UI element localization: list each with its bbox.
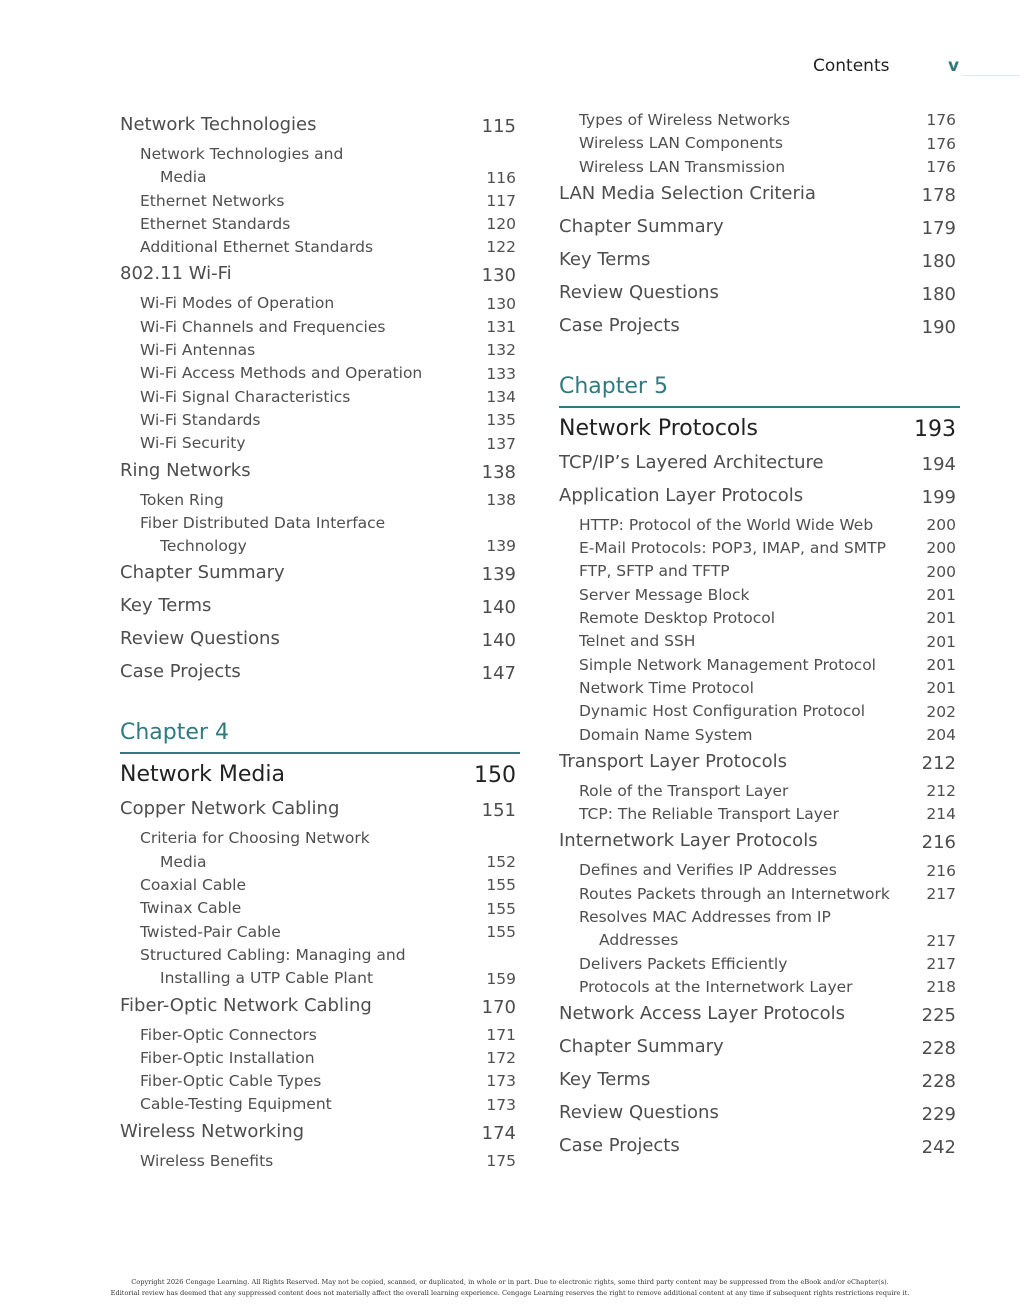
toc-entry-title: Wireless LAN Transmission xyxy=(579,157,786,176)
toc-entry-title: Wi-Fi Access Methods and Operation xyxy=(140,364,423,383)
toc-section-entry[interactable] xyxy=(120,110,520,143)
toc-entry-page: 218 xyxy=(926,978,956,997)
toc-entry-title-continued: Addresses xyxy=(599,931,679,950)
toc-entry-page: 228 xyxy=(921,1038,956,1060)
toc-section-entry[interactable] xyxy=(559,179,960,212)
toc-entry-page: 130 xyxy=(486,294,516,313)
toc-entry-page: 140 xyxy=(481,630,516,652)
toc-entry-title: Key Terms xyxy=(120,595,212,617)
toc-entry-page: 159 xyxy=(486,969,516,988)
toc-entry-page: 138 xyxy=(486,490,516,509)
toc-entry-page: 200 xyxy=(926,516,956,535)
toc-entry-title: Cable-Testing Equipment xyxy=(140,1095,332,1114)
copyright-line-1: Copyright 2026 Cengage Learning. All Rights Reserved. May not be copied, scanned, or duplicated, in whole or in part. Due to electronic rights, some third party content may be suppressed from the eBook and/or eChapter(s). xyxy=(131,1278,889,1286)
toc-subsection-entry[interactable] xyxy=(559,953,960,976)
toc-entry-title: E-Mail Protocols: POP3, IMAP, and SMTP xyxy=(579,539,886,558)
toc-entry-title-continued: Technology xyxy=(160,537,247,556)
toc-entry-title: Application Layer Protocols xyxy=(559,484,804,506)
toc-entry-title: Chapter Summary xyxy=(120,562,285,584)
toc-entry-title: Wi-Fi Security xyxy=(140,434,246,453)
toc-entry-title: Types of Wireless Networks xyxy=(579,111,791,129)
toc-section-entry[interactable] xyxy=(120,991,520,1024)
toc-list-chapter xyxy=(120,794,520,1173)
toc-subsection-entry[interactable] xyxy=(559,630,960,653)
toc-entry-page: 138 xyxy=(481,461,516,483)
toc-entry-title: Domain Name System xyxy=(579,725,753,744)
toc-section-entry[interactable] xyxy=(559,1065,960,1098)
toc-entry-title: Review Questions xyxy=(120,628,280,650)
toc-entry-page: 117 xyxy=(486,191,516,210)
toc-subsection-entry[interactable] xyxy=(559,724,960,747)
toc-entry-title: Key Terms xyxy=(559,1069,651,1091)
toc-entry-page: 229 xyxy=(921,1104,956,1126)
toc-subsection-entry[interactable] xyxy=(559,109,960,132)
toc-entry-page: 122 xyxy=(486,238,516,257)
toc-entry-page: 201 xyxy=(926,655,956,674)
toc-entry-title: Structured Cabling: Managing and xyxy=(140,945,406,964)
toc-entry-page: 137 xyxy=(486,434,516,453)
toc-entry-page: 116 xyxy=(486,168,516,187)
toc-entry-title: Internetwork Layer Protocols xyxy=(559,830,818,852)
toc-entry-title: Ring Networks xyxy=(120,459,251,481)
toc-section-entry[interactable] xyxy=(120,1117,520,1150)
toc-entry-title: HTTP: Protocol of the World Wide Web xyxy=(579,515,874,534)
toc-subsection-entry[interactable] xyxy=(120,827,520,874)
toc-entry-title: FTP, SFTP and TFTP xyxy=(579,562,730,581)
toc-subsection-entry[interactable] xyxy=(559,584,960,607)
toc-entry-page: 115 xyxy=(481,116,516,137)
toc-entry-page: 217 xyxy=(926,954,956,973)
toc-entry-page: 212 xyxy=(921,752,956,774)
toc-entry-page: 170 xyxy=(481,996,516,1018)
toc-section-entry[interactable] xyxy=(559,999,960,1032)
toc-section-entry[interactable] xyxy=(120,456,520,489)
toc-entry-page: 172 xyxy=(486,1049,516,1068)
toc-entry-page: 202 xyxy=(926,702,956,721)
toc-subsection-entry[interactable] xyxy=(559,560,960,583)
toc-entry-title: Chapter Summary xyxy=(559,215,724,237)
toc-entry-page: 175 xyxy=(486,1152,516,1171)
toc-entry-page: 204 xyxy=(926,725,956,744)
toc-entry-page: 242 xyxy=(921,1137,956,1159)
toc-entry-title: Chapter Summary xyxy=(559,1036,724,1058)
copyright-line-2: Editorial review has deemed that any suppressed content does not materially affect the overall learning experience. Cengage Learning reserves the right to remove additional content at any time if subsequent rights restrictions require it. xyxy=(110,1289,910,1297)
toc-subsection-entry[interactable] xyxy=(120,874,520,897)
toc-entry-title-continued: Installing a UTP Cable Plant xyxy=(160,969,374,988)
toc-entry-page: 173 xyxy=(486,1095,516,1114)
toc-subsection-entry[interactable] xyxy=(120,362,520,385)
toc-subsection-entry[interactable] xyxy=(559,780,960,803)
toc-section-entry[interactable] xyxy=(120,558,520,591)
toc-entry-page: 131 xyxy=(486,318,516,337)
toc-entry-title: Fiber Distributed Data Interface xyxy=(140,513,386,532)
toc-entry-title: Server Message Block xyxy=(579,585,750,604)
toc-subsection-entry[interactable] xyxy=(120,1150,520,1173)
toc-subsection-entry[interactable] xyxy=(120,897,520,920)
toc-entry-title-continued: Media xyxy=(160,168,207,187)
toc-subsection-entry[interactable] xyxy=(120,143,520,190)
toc-subsection-entry[interactable] xyxy=(559,132,960,155)
toc-subsection-entry[interactable] xyxy=(559,514,960,537)
page-number: v xyxy=(948,56,960,76)
toc-section-entry[interactable] xyxy=(559,1032,960,1065)
toc-entry-title: Defines and Verifies IP Addresses xyxy=(579,861,837,880)
toc-subsection-entry[interactable] xyxy=(559,859,960,882)
toc-entry-title: Wi-Fi Standards xyxy=(140,410,261,429)
toc-entry-page: 155 xyxy=(486,876,516,895)
toc-entry-title: Protocols at the Internetwork Layer xyxy=(579,977,853,996)
toc-entry-page: 140 xyxy=(481,597,516,619)
toc-entry-page: 133 xyxy=(486,364,516,383)
toc-entry-title: Twisted-Pair Cable xyxy=(140,922,281,941)
toc-subsection-entry[interactable] xyxy=(120,316,520,339)
toc-entry-page: 201 xyxy=(926,679,956,698)
toc-entry-title: Network Technologies and xyxy=(140,145,344,163)
toc-entry-title: Fiber-Optic Cable Types xyxy=(140,1072,322,1091)
toc-section-entry[interactable] xyxy=(559,212,960,245)
toc-entry-title: Case Projects xyxy=(559,1135,680,1157)
toc-entry-page: 178 xyxy=(921,184,956,206)
toc-entry-title: LAN Media Selection Criteria xyxy=(559,182,816,204)
toc-entry-title: Wireless Benefits xyxy=(140,1151,274,1170)
toc-entry-page: 201 xyxy=(926,632,956,651)
toc-entry-page: 152 xyxy=(486,853,516,872)
toc-entry-title: Routes Packets through an Internetwork xyxy=(579,884,890,903)
toc-subsection-entry[interactable] xyxy=(120,190,520,213)
toc-subsection-entry[interactable] xyxy=(559,607,960,630)
toc-entry-page: 151 xyxy=(481,800,516,822)
toc-entry-page: 216 xyxy=(921,832,956,854)
toc-entry-title: Token Ring xyxy=(140,490,224,509)
toc-list-pre xyxy=(559,109,960,344)
toc-entry-page: 225 xyxy=(921,1005,956,1027)
chapter-title-entry[interactable] xyxy=(120,754,520,792)
toc-subsection-entry[interactable] xyxy=(559,883,960,906)
toc-entry-title: Wireless Networking xyxy=(120,1120,305,1142)
chapter-title-entry[interactable] xyxy=(559,408,960,446)
toc-entry-title: TCP: The Reliable Transport Layer xyxy=(579,805,839,824)
chapter-page: 150 xyxy=(474,763,516,789)
toc-entry-page: 228 xyxy=(921,1071,956,1093)
toc-column-right xyxy=(559,109,960,1164)
toc-entry-page: 212 xyxy=(926,782,956,801)
toc-entry-page: 176 xyxy=(926,157,956,176)
toc-subsection-entry[interactable] xyxy=(120,1024,520,1047)
toc-column-left xyxy=(120,110,520,1173)
toc-subsection-entry[interactable] xyxy=(120,386,520,409)
toc-subsection-entry[interactable] xyxy=(559,654,960,677)
chapter-title: Network Media xyxy=(120,762,285,788)
toc-entry-title: Wi-Fi Channels and Frequencies xyxy=(140,317,386,336)
toc-entry-title: Ethernet Standards xyxy=(140,214,291,233)
toc-entry-title: Review Questions xyxy=(559,281,719,303)
toc-entry-page: 130 xyxy=(481,265,516,287)
toc-list-pre xyxy=(120,110,520,690)
toc-entry-page: 194 xyxy=(921,453,956,475)
toc-section-entry[interactable] xyxy=(559,747,960,780)
toc-entry-page: 135 xyxy=(486,411,516,430)
toc-subsection-entry[interactable] xyxy=(120,432,520,455)
toc-subsection-entry[interactable] xyxy=(120,339,520,362)
toc-entry-title: Role of the Transport Layer xyxy=(579,781,789,800)
toc-entry-title: Additional Ethernet Standards xyxy=(140,238,374,257)
toc-entry-title: Wireless LAN Components xyxy=(579,134,783,153)
toc-entry-title: Resolves MAC Addresses from IP xyxy=(579,908,831,927)
toc-entry-title: Copper Network Cabling xyxy=(120,798,340,820)
toc-subsection-entry[interactable] xyxy=(120,292,520,315)
toc-entry-page: 201 xyxy=(926,586,956,605)
toc-entry-page: 200 xyxy=(926,562,956,581)
toc-entry-title-continued: Media xyxy=(160,852,207,871)
toc-subsection-entry[interactable] xyxy=(120,944,520,991)
toc-entry-page: 180 xyxy=(921,283,956,305)
toc-entry-title: Remote Desktop Protocol xyxy=(579,609,776,628)
toc-entry-page: 214 xyxy=(926,805,956,824)
copyright-footer xyxy=(0,1277,1020,1299)
toc-entry-page: 120 xyxy=(486,215,516,234)
toc-subsection-entry[interactable] xyxy=(559,700,960,723)
toc-entry-title: TCP/IP’s Layered Architecture xyxy=(559,451,824,473)
toc-entry-page: 199 xyxy=(921,486,956,508)
toc-entry-title: Fiber-Optic Installation xyxy=(140,1048,315,1067)
toc-section-entry[interactable] xyxy=(559,826,960,859)
toc-subsection-entry[interactable] xyxy=(120,1070,520,1093)
toc-entry-page: 176 xyxy=(926,111,956,130)
toc-entry-title: Wi-Fi Signal Characteristics xyxy=(140,387,351,406)
toc-entry-title: Simple Network Management Protocol xyxy=(579,655,876,674)
toc-entry-title: Case Projects xyxy=(559,314,680,336)
chapter-page: 193 xyxy=(914,416,956,442)
toc-entry-title: Fiber-Optic Network Cabling xyxy=(120,994,372,1016)
toc-section-entry[interactable] xyxy=(120,794,520,827)
toc-entry-title: Twinax Cable xyxy=(140,899,242,918)
toc-entry-title: Ethernet Networks xyxy=(140,191,285,210)
page-header xyxy=(0,56,1020,80)
toc-entry-page: 155 xyxy=(486,899,516,918)
toc-entry-title: Case Projects xyxy=(120,661,241,683)
toc-entry-title: Network Time Protocol xyxy=(579,678,754,697)
toc-entry-page: 139 xyxy=(486,537,516,556)
toc-section-entry[interactable] xyxy=(559,481,960,514)
toc-entry-title: Key Terms xyxy=(559,248,651,270)
toc-subsection-entry[interactable] xyxy=(559,976,960,999)
toc-entry-title: Wi-Fi Antennas xyxy=(140,341,256,360)
toc-subsection-entry[interactable] xyxy=(120,213,520,236)
toc-entry-title: 802.11 Wi-Fi xyxy=(120,263,232,285)
toc-subsection-entry[interactable] xyxy=(559,537,960,560)
toc-subsection-entry[interactable] xyxy=(120,409,520,432)
toc-entry-title: Fiber-Optic Connectors xyxy=(140,1025,317,1044)
toc-section-entry[interactable] xyxy=(120,259,520,292)
toc-subsection-entry[interactable] xyxy=(559,906,960,953)
toc-entry-page: 201 xyxy=(926,609,956,628)
toc-entry-title: Coaxial Cable xyxy=(140,876,247,895)
toc-section-entry[interactable] xyxy=(120,657,520,690)
toc-entry-page: 180 xyxy=(921,250,956,272)
toc-entry-page: 132 xyxy=(486,341,516,360)
toc-entry-title: Network Access Layer Protocols xyxy=(559,1003,846,1025)
toc-subsection-entry[interactable] xyxy=(120,1047,520,1070)
toc-entry-title: Telnet and SSH xyxy=(579,632,696,651)
toc-subsection-entry[interactable] xyxy=(120,1093,520,1116)
toc-entry-title: Transport Layer Protocols xyxy=(559,750,788,772)
toc-entry-page: 173 xyxy=(486,1072,516,1091)
header-rule xyxy=(962,75,1020,76)
chapter-title: Network Protocols xyxy=(559,415,758,441)
toc-entry-title: Review Questions xyxy=(559,1102,719,1124)
toc-entry-page: 174 xyxy=(481,1122,516,1144)
toc-entry-page: 216 xyxy=(926,861,956,880)
toc-entry-title: Dynamic Host Configuration Protocol xyxy=(579,702,866,721)
running-head-title: Contents xyxy=(813,56,890,76)
toc-entry-page: 190 xyxy=(921,316,956,338)
toc-section-entry[interactable] xyxy=(559,1098,960,1131)
toc-entry-title: Network Technologies xyxy=(120,114,317,135)
toc-subsection-entry[interactable] xyxy=(559,803,960,826)
toc-section-entry[interactable] xyxy=(559,448,960,481)
toc-section-entry[interactable] xyxy=(559,245,960,278)
toc-subsection-entry[interactable] xyxy=(559,677,960,700)
toc-entry-title: Wi-Fi Modes of Operation xyxy=(140,294,335,313)
toc-entry-title: Delivers Packets Efficiently xyxy=(579,954,788,973)
chapter-label: Chapter 4 xyxy=(120,720,520,754)
toc-section-entry[interactable] xyxy=(120,591,520,624)
toc-entry-page: 139 xyxy=(481,564,516,586)
toc-section-entry[interactable] xyxy=(559,278,960,311)
toc-section-entry[interactable] xyxy=(120,624,520,657)
toc-entry-page: 155 xyxy=(486,922,516,941)
toc-subsection-entry[interactable] xyxy=(120,489,520,512)
toc-entry-page: 147 xyxy=(481,663,516,685)
toc-entry-page: 171 xyxy=(486,1025,516,1044)
toc-subsection-entry[interactable] xyxy=(120,236,520,259)
toc-entry-page: 179 xyxy=(921,217,956,239)
toc-section-entry[interactable] xyxy=(559,1131,960,1164)
toc-entry-page: 134 xyxy=(486,387,516,406)
toc-subsection-entry[interactable] xyxy=(120,921,520,944)
toc-list-chapter xyxy=(559,448,960,1164)
toc-entry-page: 217 xyxy=(926,931,956,950)
toc-section-entry[interactable] xyxy=(559,311,960,344)
toc-subsection-entry[interactable] xyxy=(559,156,960,179)
toc-entry-title: Criteria for Choosing Network xyxy=(140,829,370,848)
chapter-label: Chapter 5 xyxy=(559,374,960,408)
toc-subsection-entry[interactable] xyxy=(120,512,520,559)
toc-entry-page: 176 xyxy=(926,134,956,153)
toc-entry-page: 217 xyxy=(926,885,956,904)
toc-entry-page: 200 xyxy=(926,539,956,558)
